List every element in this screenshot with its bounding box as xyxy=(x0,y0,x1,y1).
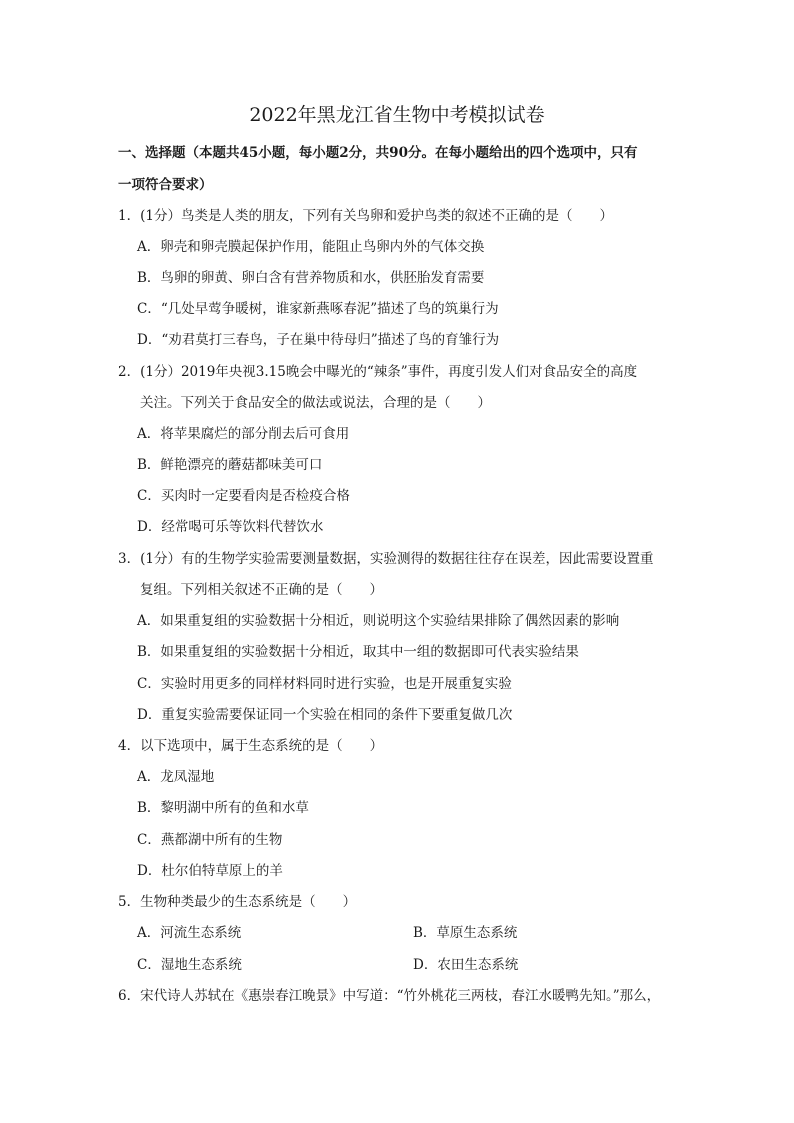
question-3-option-d: D．重复实验需要保证同一个实验在相同的条件下要重复做几次 xyxy=(137,707,513,723)
question-2-stem: 2．(1分）2019年央视3.15晚会中曝光的“辣条”事件，再度引发人们对食品安全的高度 xyxy=(118,364,638,380)
question-3-option-b: B．如果重复组的实验数据十分相近，取其中一组的数据即可代表实验结果 xyxy=(137,644,579,660)
question-1-option-a: A．卵壳和卵壳膜起保护作用，能阻止鸟卵内外的气体交换 xyxy=(137,239,485,255)
question-1-option-d: D．“劝君莫打三春鸟，子在巢中待母归”描述了鸟的育雏行为 xyxy=(137,332,500,348)
question-3-stem-continued: 复组。下列相关叙述不正确的是（ ） xyxy=(140,582,383,598)
question-4-option-b: B．黎明湖中所有的鱼和水草 xyxy=(137,800,309,816)
question-5-stem: 5．生物种类最少的生态系统是（ ） xyxy=(118,894,357,910)
question-2-option-b: B．鲜艳漂亮的蘑菇都味美可口 xyxy=(137,457,323,473)
question-1-option-b: B．鸟卵的卵黄、卵白含有营养物质和水，供胚胎发育需要 xyxy=(137,270,485,286)
question-6-stem: 6．宋代诗人苏轼在《惠崇春江晚景》中写道：“竹外桃花三两枝，春江水暖鸭先知。”那么， xyxy=(118,988,661,1004)
question-2-option-d: D．经常喝可乐等饮料代替饮水 xyxy=(137,519,324,535)
question-4-option-a: A．龙凤湿地 xyxy=(137,769,215,785)
question-1-stem: 1．(1分）鸟类是人类的朋友，下列有关鸟卵和爱护鸟类的叙述不正确的是（ ） xyxy=(118,208,613,224)
question-3-option-a: A．如果重复组的实验数据十分相近，则说明这个实验结果排除了偶然因素的影响 xyxy=(137,613,620,629)
question-4-stem: 4．以下选项中，属于生态系统的是（ ） xyxy=(118,738,384,754)
question-2-stem-continued: 关注。下列关于食品安全的做法或说法，合理的是（ ） xyxy=(140,395,491,411)
question-5-option-a: A．河流生态系统 xyxy=(137,925,242,941)
question-5-option-c: C．湿地生态系统 xyxy=(137,957,242,973)
section-heading-line-1: 一、选择题（本题共45小题，每小题2分，共90分。在每小题给出的四个选项中，只有 xyxy=(118,145,638,161)
question-1-option-c: C．“几处早莺争暖树，谁家新燕啄春泥”描述了鸟的筑巢行为 xyxy=(137,301,499,317)
question-3-stem: 3．(1分）有的生物学实验需要测量数据，实验测得的数据往往存在误差，因此需要设置重 xyxy=(118,551,654,567)
page-title: 2022年黑龙江省生物中考模拟试卷 xyxy=(249,104,545,126)
question-4-option-c: C．燕都湖中所有的生物 xyxy=(137,832,283,848)
question-5-option-d: D．农田生态系统 xyxy=(413,957,519,973)
section-heading-line-2: 一项符合要求） xyxy=(118,177,213,193)
question-5-option-b: B．草原生态系统 xyxy=(413,925,518,941)
question-2-option-c: C．买肉时一定要看肉是否检疫合格 xyxy=(137,488,350,504)
question-4-option-d: D．杜尔伯特草原上的羊 xyxy=(137,863,283,879)
question-3-option-c: C．实验时用更多的同样材料同时进行实验，也是开展重复实验 xyxy=(137,676,512,692)
question-2-option-a: A．将苹果腐烂的部分削去后可食用 xyxy=(137,426,350,442)
